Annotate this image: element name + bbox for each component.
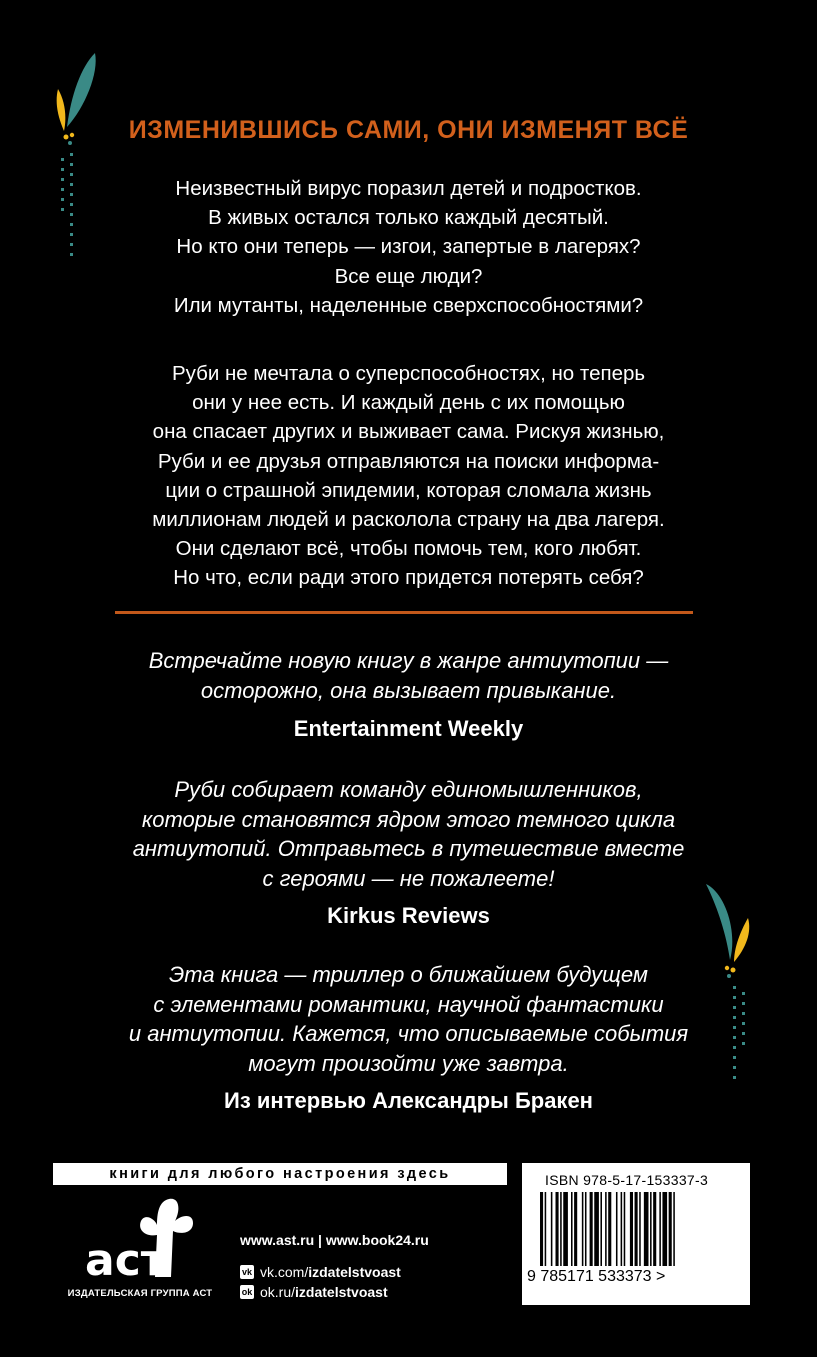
barcode-bar bbox=[560, 1192, 562, 1266]
ok-link[interactable] bbox=[240, 1284, 388, 1300]
quote-2-source: Kirkus Reviews bbox=[327, 903, 490, 928]
logo-wordmark: аст bbox=[85, 1235, 167, 1285]
vk-handle: izdatelstvoast bbox=[308, 1264, 401, 1280]
website-links[interactable]: www.ast.ru | www.book24.ru bbox=[240, 1232, 429, 1248]
quote-line: которые становятся ядром этого темного цикла bbox=[141, 806, 676, 832]
ok-icon: ok bbox=[241, 1287, 253, 1297]
barcode-bar bbox=[540, 1192, 543, 1266]
ok-handle: izdatelstvoast bbox=[295, 1284, 388, 1300]
barcode-bar bbox=[673, 1192, 675, 1266]
story-line: они у нее есть. И каждый день с их помощью bbox=[192, 391, 625, 415]
barcode-bar bbox=[556, 1192, 559, 1266]
vk-prefix: vk.com/ bbox=[260, 1264, 309, 1280]
quote-line: антиутопий. Отправьтесь в путешествие вместе bbox=[132, 836, 685, 861]
intro-paragraph bbox=[40, 174, 777, 320]
quote-line: могут произойти уже завтра. bbox=[248, 1050, 569, 1076]
quote-2 bbox=[30, 775, 787, 893]
headline: ИЗМЕНИВШИСЬ САМИ, ОНИ ИЗМЕНЯТ ВСЁ bbox=[128, 116, 689, 144]
barcode-bar bbox=[551, 1192, 553, 1266]
barcode-bar bbox=[659, 1192, 661, 1266]
quote-line: с элементами романтики, научной фантастики bbox=[153, 991, 664, 1017]
vk-icon: vk bbox=[241, 1267, 252, 1277]
story-line: миллионам людей и расколола страну на два лагеря. bbox=[152, 508, 665, 532]
intro-line: Или мутанты, наделенные сверхспособностями? bbox=[173, 293, 644, 317]
intro-line: Но кто они теперь — изгои, запертые в лагерях? bbox=[176, 235, 641, 259]
story-line: ции о страшной эпидемии, которая сломала жизнь bbox=[165, 478, 652, 502]
story-line: Руби и ее друзья отправляются на поиски информа- bbox=[157, 449, 660, 473]
barcode-digits: 9 785171 533373 > bbox=[527, 1268, 666, 1285]
isbn-number: ISBN 978-5-17-153337-3 bbox=[545, 1172, 709, 1188]
barcode-bar bbox=[571, 1192, 573, 1266]
barcode-bar bbox=[669, 1192, 672, 1266]
barcode-bar bbox=[582, 1192, 584, 1266]
quote-line: Эта книга — триллер о ближайшем будущем bbox=[169, 962, 648, 987]
quote-3 bbox=[30, 960, 787, 1078]
barcode-bar bbox=[635, 1192, 638, 1266]
barcode-bar bbox=[644, 1192, 649, 1266]
barcode-bar bbox=[563, 1192, 568, 1266]
logo-caption: ИЗДАТЕЛЬСКАЯ ГРУППА АСТ bbox=[67, 1288, 213, 1299]
barcode-bar bbox=[624, 1192, 626, 1266]
story-line: она спасает других и выживает сама. Рискуя жизнью, bbox=[152, 420, 665, 444]
story-line: Но что, если ради этого придется потерять себя? bbox=[173, 566, 644, 590]
barcode-bar bbox=[630, 1192, 633, 1266]
intro-line: Все еще люди? bbox=[334, 264, 483, 288]
barcode-bar bbox=[594, 1192, 599, 1266]
quote-line: осторожно, она вызывает привыкание. bbox=[200, 677, 617, 703]
barcode-bar bbox=[608, 1192, 611, 1266]
divider-rule bbox=[115, 611, 693, 614]
intro-line: В живых остался только каждый десятый. bbox=[208, 206, 609, 230]
barcode-bar bbox=[590, 1192, 593, 1266]
ok-prefix: ok.ru/ bbox=[260, 1284, 296, 1300]
barcode bbox=[540, 1192, 720, 1270]
ast-logo bbox=[85, 1195, 205, 1285]
quote-line: с героями — не пожалеете! bbox=[262, 865, 555, 891]
barcode-bar bbox=[662, 1192, 667, 1266]
barcode-bar bbox=[621, 1192, 623, 1266]
barcode-bar bbox=[574, 1192, 577, 1266]
barcode-bar bbox=[585, 1192, 587, 1266]
quote-1 bbox=[30, 646, 787, 705]
barcode-bar bbox=[650, 1192, 652, 1266]
vk-link[interactable] bbox=[240, 1264, 401, 1280]
barcode-bar bbox=[605, 1192, 607, 1266]
barcode-bar bbox=[600, 1192, 602, 1266]
story-line: Они сделают всё, чтобы помочь тем, кого любят. bbox=[175, 537, 642, 561]
quote-3-source: Из интервью Александры Бракен bbox=[224, 1088, 593, 1113]
story-line: Руби не мечтала о суперспособностях, но теперь bbox=[171, 362, 646, 385]
barcode-bar bbox=[639, 1192, 641, 1266]
quote-1-source: Entertainment Weekly bbox=[293, 716, 524, 741]
story-paragraph bbox=[40, 359, 777, 593]
barcode-bar bbox=[616, 1192, 618, 1266]
barcode-bar bbox=[653, 1192, 656, 1266]
intro-line: Неизвестный вирус поразил детей и подростков. bbox=[175, 177, 642, 200]
quote-line: и антиутопии. Кажется, что описываемые события bbox=[128, 1021, 689, 1046]
banner-label: книги для любого настроения здесь bbox=[53, 1163, 507, 1185]
barcode-bar bbox=[545, 1192, 547, 1266]
quote-line: Встречайте новую книгу в жанре антиутопии — bbox=[148, 648, 669, 673]
quote-line: Руби собирает команду единомышленников, bbox=[174, 777, 643, 802]
